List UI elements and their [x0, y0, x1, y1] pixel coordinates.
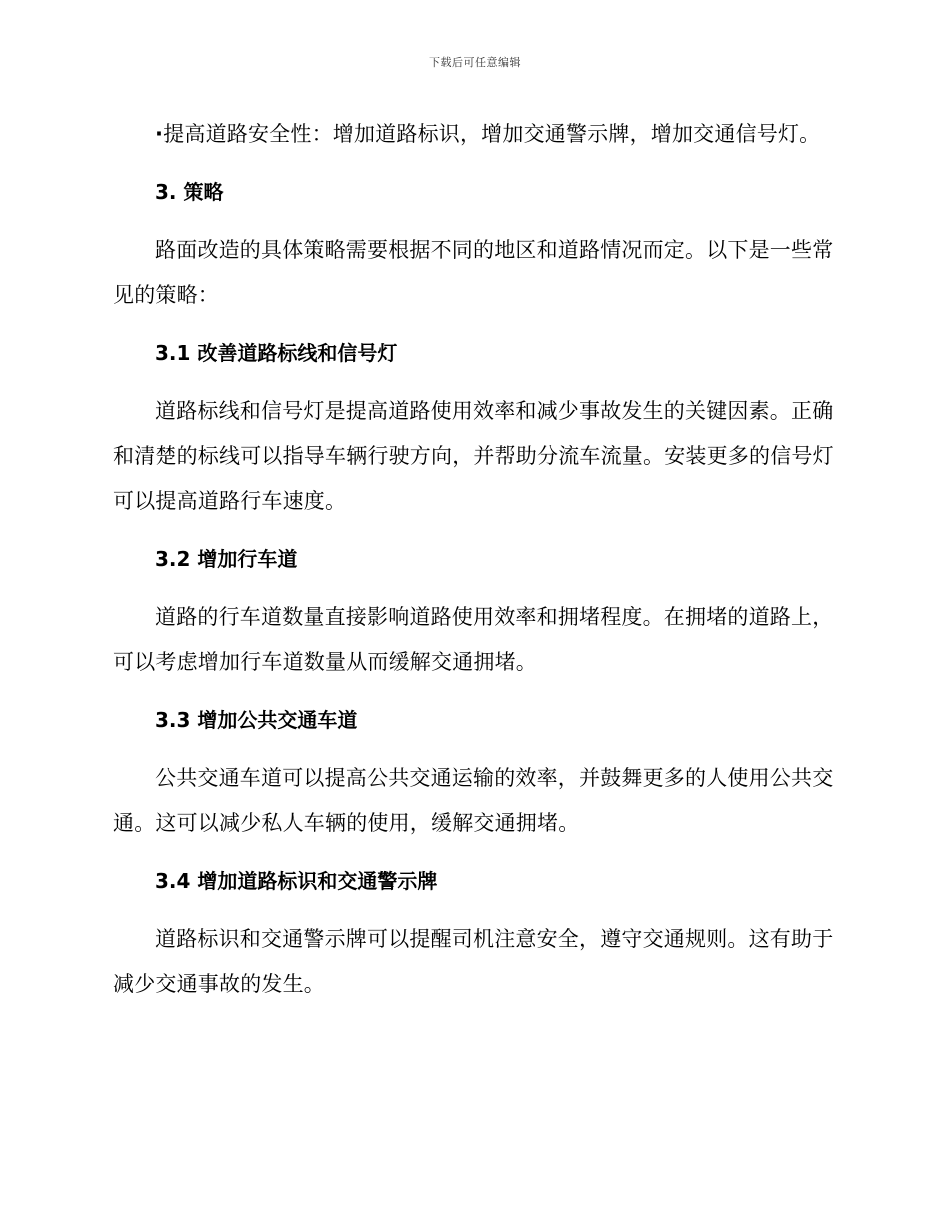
section-3-2-body: 道路的行车道数量直接影响道路使用效率和拥堵程度。在拥堵的道路上，可以考虑增加行车道数量从而缓解交通拥堵。 [113, 605, 834, 674]
section-3-2-heading: 3.2 增加行车道 [155, 547, 298, 571]
section-3-heading: 3. 策略 [155, 180, 224, 204]
bullet-mark: · [155, 122, 164, 146]
section-3-4-body: 道路标识和交通警示牌可以提醒司机注意安全，遵守交通规则。这有助于减少交通事故的发生。 [113, 927, 834, 996]
section-3-4-heading: 3.4 增加道路标识和交通警示牌 [155, 869, 438, 893]
bullet-text: 提高道路安全性：增加道路标识，增加交通警示牌，增加交通信号灯。 [163, 122, 821, 146]
bullet-paragraph [113, 112, 835, 157]
section-3-3-body: 公共交通车道可以提高公共交通运输的效率，并鼓舞更多的人使用公共交通。这可以减少私人车辆的使用，缓解交通拥堵。 [113, 766, 834, 835]
header-note: 下载后可任意编辑 [429, 56, 521, 69]
section-3-1-heading: 3.1 改善道路标线和信号灯 [155, 341, 398, 365]
section-3-intro: 路面改造的具体策略需要根据不同的地区和道路情况而定。以下是一些常见的策略： [113, 238, 834, 307]
section-3-1-body: 道路标线和信号灯是提高道路使用效率和减少事故发生的关键因素。正确和清楚的标线可以指导车辆行驶方向，并帮助分流车流量。安装更多的信号灯可以提高道路行车速度。 [113, 399, 834, 513]
section-3-3-heading: 3.3 增加公共交通车道 [155, 708, 358, 732]
document-body [113, 112, 835, 1007]
